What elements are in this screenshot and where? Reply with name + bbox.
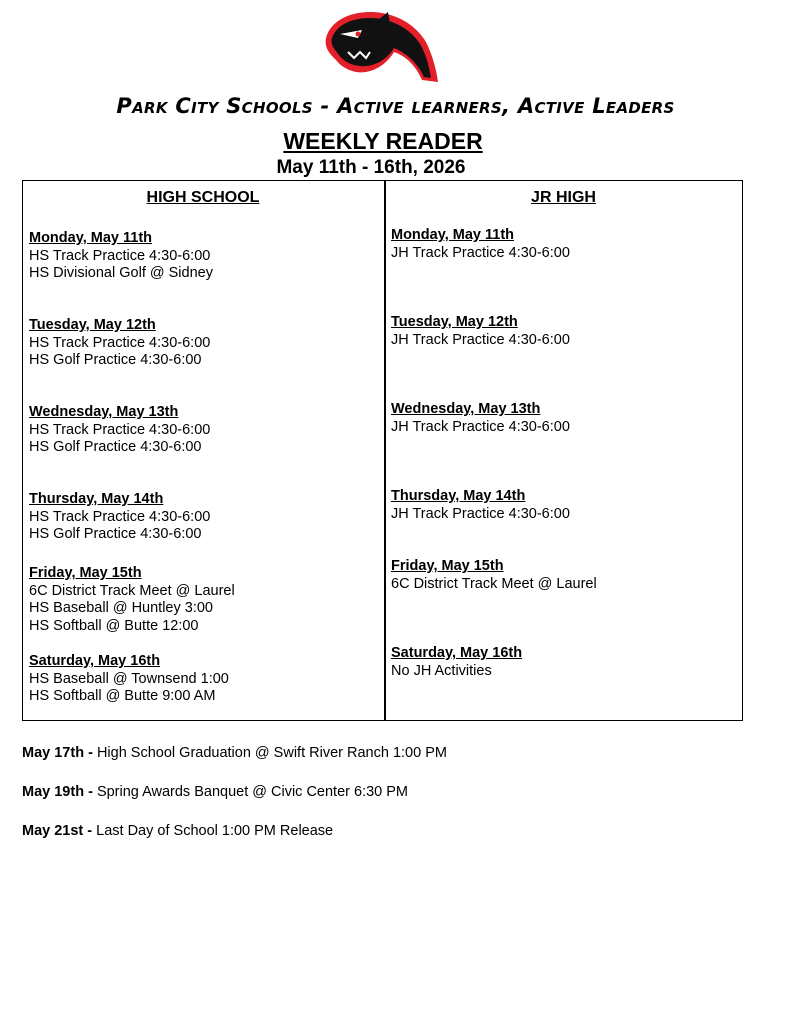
event: HS Softball @ Butte 9:00 AM: [29, 688, 216, 704]
day-date: Saturday, May 16th: [391, 645, 523, 661]
panther-logo: [318, 8, 440, 86]
event: HS Golf Practice 4:30-6:00: [29, 352, 202, 368]
event: HS Golf Practice 4:30-6:00: [29, 526, 202, 542]
upcoming-note: [22, 745, 447, 761]
day-date: Wednesday, May 13th: [391, 401, 541, 417]
jh-day-monday: [391, 227, 570, 262]
event: HS Baseball @ Huntley 3:00: [29, 600, 213, 616]
event: JH Track Practice 4:30-6:00: [391, 244, 570, 261]
day-date: Saturday, May 16th: [29, 653, 161, 669]
note-text: Spring Awards Banquet @ Civic Center 6:30 PM: [92, 784, 408, 800]
hs-day-saturday: [29, 653, 229, 706]
note-date: May 19th -: [22, 784, 93, 800]
event: 6C District Track Meet @ Laurel: [391, 575, 597, 592]
event: HS Softball @ Butte 12:00: [29, 617, 199, 634]
upcoming-note: [22, 784, 408, 800]
note-text: Last Day of School 1:00 PM Release: [92, 823, 334, 839]
day-date: Monday, May 11th: [29, 230, 153, 246]
hs-day-monday: [29, 230, 213, 283]
hs-day-friday: [29, 565, 235, 635]
event: JH Track Practice 4:30-6:00: [391, 505, 570, 522]
note-date: May 21st -: [22, 823, 93, 839]
event: HS Golf Practice 4:30-6:00: [29, 439, 202, 455]
jh-day-tuesday: [391, 314, 570, 349]
day-date: Tuesday, May 12th: [391, 314, 518, 330]
hs-day-tuesday: [29, 317, 210, 370]
event: JH Track Practice 4:30-6:00: [391, 418, 570, 435]
hs-day-thursday: [29, 491, 210, 544]
note-date: May 17th -: [22, 745, 93, 761]
date-range: May 11th - 16th, 2026: [276, 157, 466, 178]
note-text: High School Graduation @ Swift River Ranch 1:00 PM: [92, 745, 447, 761]
event: HS Track Practice 4:30-6:00: [29, 508, 211, 525]
day-date: Friday, May 15th: [391, 558, 504, 574]
event: HS Track Practice 4:30-6:00: [29, 334, 211, 351]
upcoming-note: [22, 823, 333, 839]
day-date: Wednesday, May 13th: [29, 404, 179, 420]
event: HS Track Practice 4:30-6:00: [29, 247, 211, 264]
jh-day-saturday: [391, 645, 522, 680]
event: HS Divisional Golf @ Sidney: [29, 265, 213, 281]
jh-day-thursday: [391, 488, 570, 523]
hs-day-wednesday: [29, 404, 210, 457]
jh-day-friday: [391, 558, 597, 593]
day-date: Monday, May 11th: [391, 227, 515, 243]
event: HS Baseball @ Townsend 1:00: [29, 670, 229, 687]
page-title: WEEKLY READER: [283, 128, 483, 154]
jh-day-wednesday: [391, 401, 570, 436]
event: 6C District Track Meet @ Laurel: [29, 582, 235, 599]
day-date: Friday, May 15th: [29, 565, 142, 581]
day-date: Thursday, May 14th: [391, 488, 526, 504]
high-school-heading: HIGH SCHOOL: [146, 189, 260, 206]
day-date: Thursday, May 14th: [29, 491, 164, 507]
event: No JH Activities: [391, 662, 492, 679]
day-date: Tuesday, May 12th: [29, 317, 156, 333]
school-motto: Park City Schools - Active learners, Active Leaders: [116, 94, 675, 118]
event: JH Track Practice 4:30-6:00: [391, 331, 570, 348]
jr-high-heading: JR HIGH: [531, 189, 596, 206]
column-divider: [384, 180, 386, 721]
event: HS Track Practice 4:30-6:00: [29, 421, 211, 438]
